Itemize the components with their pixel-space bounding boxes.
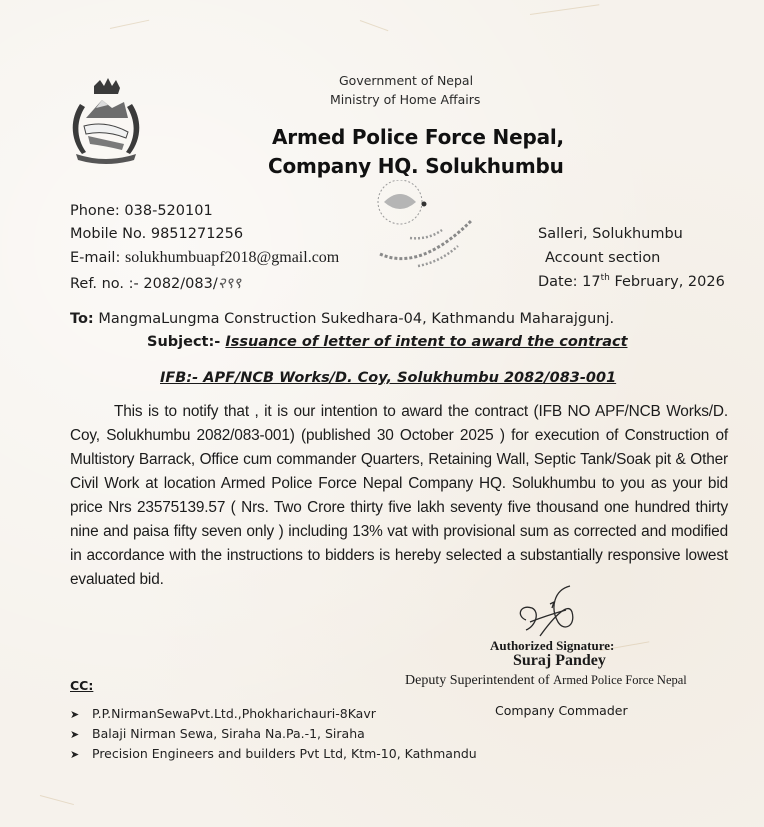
government-label: Government of Nepal — [339, 73, 474, 88]
email-link[interactable]: solukhumbuapf2018@gmail.com — [124, 249, 340, 266]
date-label: Date: 17 — [538, 273, 601, 290]
organization-name: Armed Police Force Nepal, — [272, 125, 564, 149]
arrow-bullet-icon: ➤ — [70, 728, 80, 741]
ifb-reference: IFB:- APF/NCB Works/D. Coy, Solukhumbu 2082/083-001 — [160, 370, 617, 386]
cc-item-text: Precision Engineers and builders Pvt Ltd, Ktm-10, Kathmandu — [92, 746, 477, 761]
subject-value: Issuance of letter of intent to award the contract — [225, 334, 628, 350]
letter-body — [70, 400, 728, 592]
body-paragraph: This is to notify that , it is our intention to award the contract (IFB NO APF/NCB Works/D. Coy, Solukhumbu 2082/083-001) (published 30 October 2025 ) for execution of Construction of Multistory Barrack, Office cum commander Quarters, Retaining Wall, Septic Tank/Soak pit & Other Civil Work at location Armed Police Force Nepal Company HQ. Solukhumbu to you as your bid price Nrs 23575139.57 ( Nrs. Two Crore thirty five lakh seventy five thousand one hundred thirty nine and paisa fifty seven only ) including 13% vat with provisional sum as corrected and modified in accordance with the instructions to bidders is hereby selected a substantially responsive lowest evaluated bid. — [70, 403, 728, 588]
office-section: Account section — [545, 250, 661, 266]
office-stamp-icon — [360, 180, 495, 270]
email-label: E-mail: — [70, 250, 125, 266]
cc-label: CC: — [70, 678, 94, 693]
paper-fiber — [40, 795, 74, 805]
to-label: To: — [70, 311, 94, 327]
paper-fiber — [530, 4, 599, 15]
letter-date — [538, 273, 725, 290]
nepal-emblem-icon — [66, 74, 146, 166]
arrow-bullet-icon: ➤ — [70, 748, 80, 761]
email-line — [70, 249, 339, 267]
cc-item-text: P.P.NirmanSewaPvt.Ltd.,Phokharichauri-8Kavr — [92, 706, 376, 721]
phone-number: Phone: 038-520101 — [70, 203, 213, 219]
subject-label: Subject:- — [147, 334, 226, 350]
designation-part2: Armed Police Force Nepal — [553, 673, 687, 687]
reference-handwritten: २९९ — [217, 274, 242, 292]
signatory-designation — [405, 673, 687, 689]
paper-fiber — [110, 20, 149, 29]
cc-item-text: Balaji Nirman Sewa, Siraha Na.Pa.-1, Siraha — [92, 726, 365, 741]
subject-line — [147, 334, 628, 350]
cc-item — [70, 744, 477, 764]
reference-number — [70, 273, 241, 293]
office-location: Salleri, Solukhumbu — [538, 226, 683, 242]
reference-label: Ref. no. :- 2082/083/ — [70, 276, 218, 292]
date-rest: February, 2026 — [609, 273, 725, 290]
arrow-bullet-icon: ➤ — [70, 708, 80, 721]
mobile-number: Mobile No. 9851271256 — [70, 226, 244, 242]
cc-item — [70, 724, 477, 744]
cc-list — [70, 704, 477, 764]
handwritten-signature-icon — [510, 582, 590, 644]
signature-label: Authorized Signature: — [490, 638, 615, 653]
signatory-name: Suraj Pandey — [513, 652, 606, 669]
paper-fiber — [360, 20, 389, 31]
ministry-label: Ministry of Home Affairs — [330, 92, 481, 107]
organization-unit: Company HQ. Solukhumbu — [268, 154, 564, 178]
addressee-value: MangmaLungma Construction Sukedhara-04, Kathmandu Maharajgunj. — [93, 311, 615, 327]
signatory-role: Company Commader — [495, 703, 628, 718]
addressee-line — [70, 311, 614, 327]
designation-part1: Deputy Superintendent of — [405, 673, 554, 688]
date-suffix: th — [600, 273, 610, 283]
cc-item — [70, 704, 477, 724]
